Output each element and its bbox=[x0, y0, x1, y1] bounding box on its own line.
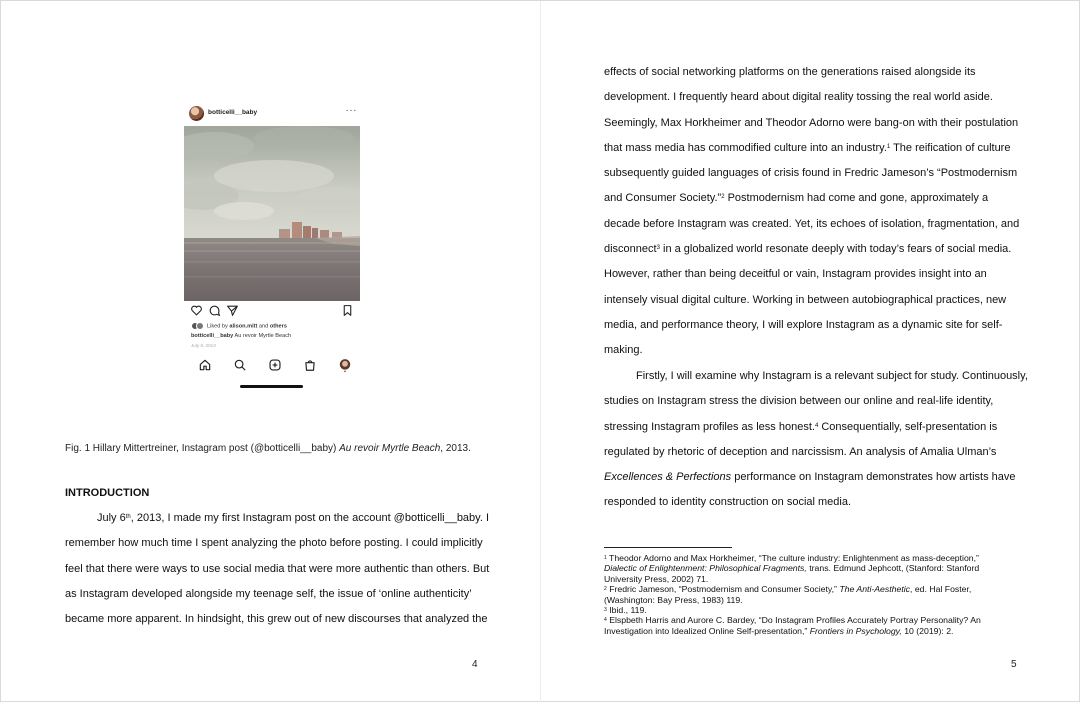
section-heading: INTRODUCTION bbox=[65, 487, 150, 499]
paragraph-line: Seemingly, Max Horkheimer and Theodor Adorno were bang-on with their postulation bbox=[604, 116, 1019, 129]
paragraph-line bbox=[604, 415, 1016, 440]
paragraph-line: effects of social networking platforms on the generations raised alongside its bbox=[604, 66, 976, 78]
page-gutter bbox=[540, 1, 541, 702]
paragraph-line: responded to identity construction on social media. bbox=[604, 496, 852, 509]
paragraph-line bbox=[604, 237, 1016, 262]
paragraph-line: making. bbox=[604, 344, 643, 357]
right-page-paragraph-2 bbox=[604, 364, 1028, 516]
heart-icon[interactable] bbox=[190, 304, 203, 317]
page-number-right: 5 bbox=[1011, 659, 1017, 670]
footnote-number: 2 bbox=[604, 586, 607, 593]
liked-by-mid: and bbox=[257, 323, 270, 330]
text-segment: University Press, 2002) 71. bbox=[604, 573, 709, 584]
footnotes bbox=[604, 553, 1016, 636]
instagram-bottom-nav bbox=[184, 356, 360, 374]
text-segment: and Consumer Society.” bbox=[604, 192, 722, 205]
text-segment: (Washington: Bay Press, 1983) 119. bbox=[604, 594, 743, 605]
footnote-4 bbox=[604, 615, 1016, 636]
text-segment: Dialectic of Enlightenment: Philosophical Fragments, bbox=[604, 563, 807, 574]
post-date: July 6, 2013 bbox=[191, 343, 216, 348]
text-segment: , 2013, I made my first Instagram post on the account @botticelli__baby. I bbox=[130, 512, 490, 524]
home-indicator-bar bbox=[240, 385, 303, 388]
text-segment: Theodor Adorno and Max Horkheimer, “The culture industry: Enlightenment as mass-deception,” bbox=[606, 553, 979, 563]
text-segment: July 6 bbox=[97, 512, 126, 524]
instagram-post-header bbox=[184, 105, 360, 123]
text-segment: stressing Instagram profiles as less honest. bbox=[604, 420, 815, 433]
footnote-3 bbox=[604, 605, 1016, 615]
page-number-left: 4 bbox=[472, 659, 478, 670]
paragraph-line: However, rather than being deceitful or vain, Instagram provides insight into an bbox=[604, 268, 987, 281]
paragraph-line bbox=[604, 186, 1016, 211]
bookmark-icon[interactable] bbox=[341, 304, 354, 317]
home-icon[interactable] bbox=[198, 358, 212, 372]
liked-by-user[interactable]: alison.mitt bbox=[229, 323, 258, 330]
text-segment: 10 (2019): 2. bbox=[901, 625, 954, 636]
left-page-body bbox=[65, 506, 490, 632]
share-icon[interactable] bbox=[226, 304, 239, 317]
text-segment: Consequentially, self-presentation is bbox=[818, 420, 998, 433]
avatar bbox=[189, 106, 204, 121]
paragraph-line: studies on Instagram stress the division between our online and real-life identity, bbox=[604, 395, 994, 408]
text-segment: trans. Edmund Jephcott, (Stanford: Stanford bbox=[806, 563, 980, 574]
liked-by-others[interactable]: others bbox=[269, 323, 287, 330]
footnote-number: 1 bbox=[604, 555, 607, 561]
text-segment: Frontiers in Psychology, bbox=[809, 625, 902, 636]
comment-icon[interactable] bbox=[208, 304, 221, 317]
footnote-ref[interactable]: 2 bbox=[721, 194, 725, 201]
instagram-username: botticelli__baby bbox=[208, 109, 258, 116]
text-segment: disconnect bbox=[604, 243, 657, 256]
post-caption bbox=[191, 333, 291, 339]
text-segment: Postmodernism had come and gone, approximately a bbox=[724, 192, 989, 205]
paragraph-line: decade before Instagram was created. Yet, its echoes of isolation, fragmentation, and bbox=[604, 217, 1020, 230]
shop-icon[interactable] bbox=[303, 358, 317, 372]
footnote-ref[interactable]: 4 bbox=[814, 422, 819, 429]
paragraph-line: Firstly, I will examine why Instagram is a relevant subject for study. Continuously, bbox=[636, 370, 1028, 382]
superscript: th bbox=[125, 514, 131, 520]
instagram-action-bar bbox=[190, 304, 354, 318]
paragraph-line: subsequently guided languages of crisis found in Fredric Jameson’s “Postmodernism bbox=[604, 167, 1018, 180]
paragraph-line: intensely visual digital culture. Working in between autobiographical practices, new bbox=[604, 293, 1007, 306]
paragraph-line: feel that there were ways to use social media that were more authentic than others. But bbox=[65, 562, 490, 575]
footnote-ref[interactable]: 3 bbox=[656, 245, 660, 252]
paragraph-line: regulated by rhetoric of deception and narcissism. An analysis of Amalia Ulman’s bbox=[604, 445, 997, 458]
paragraph-line: development. I frequently heard about digital reality tossing the real world aside. bbox=[604, 91, 993, 104]
text-segment: The reification of culture bbox=[890, 141, 1011, 154]
search-icon[interactable] bbox=[233, 358, 247, 372]
footnote-number: 3 bbox=[604, 607, 607, 614]
caption-username[interactable]: botticelli__baby bbox=[191, 333, 234, 339]
instagram-post-figure bbox=[181, 101, 363, 393]
paragraph-line bbox=[604, 465, 1016, 490]
paragraph-line: remember how much time I spent analyzing the photo before posting. I could implicitly bbox=[65, 537, 483, 550]
text-segment: The Anti-Aesthetic bbox=[839, 584, 911, 595]
more-options-icon: ··· bbox=[345, 105, 357, 116]
paragraph-line: as Instagram developed alongside my teenage self, the issue of ‘online authenticity’ bbox=[65, 587, 472, 600]
paragraph-line: media, and performance theory, I will explore Instagram as a dynamic site for self- bbox=[604, 318, 1003, 331]
paragraph-line: became more apparent. In hindsight, this grew out of new discourses that analyzed the bbox=[65, 613, 488, 626]
new-post-icon[interactable] bbox=[268, 358, 282, 372]
figure-caption-title: Au revoir Myrtle Beach bbox=[339, 443, 441, 454]
liked-by-avatars bbox=[191, 322, 205, 330]
text-segment: that mass media has commodified culture into an industry. bbox=[604, 141, 887, 154]
right-page-paragraph-1 bbox=[604, 60, 1020, 364]
footnote-2 bbox=[604, 584, 1016, 605]
text-segment: Investigation into Idealized Online Self-presentation,” bbox=[604, 625, 810, 636]
text-segment: in a globalized world resonate deeply with today’s fears of social media. bbox=[659, 243, 1012, 256]
figure-caption-suffix: , 2013. bbox=[440, 443, 471, 454]
footnote-1 bbox=[604, 553, 1016, 584]
text-segment: Ibid., 119. bbox=[606, 605, 647, 616]
profile-avatar-icon[interactable] bbox=[338, 358, 352, 372]
liked-by-text bbox=[191, 322, 287, 330]
beach-photo-image bbox=[184, 126, 360, 301]
beach-photo bbox=[184, 126, 360, 301]
caption-text: Au revoir Myrtle Beach bbox=[233, 333, 292, 339]
text-segment: , ed. Hal Foster, bbox=[910, 584, 972, 595]
paragraph-line bbox=[65, 506, 490, 531]
artwork-title: Excellences & Perfections bbox=[604, 471, 732, 484]
footnote-ref[interactable]: 1 bbox=[886, 143, 891, 150]
footnote-divider bbox=[604, 547, 732, 548]
figure-caption-prefix: Fig. 1 Hillary Mittertreiner, Instagram post (@botticelli__baby) bbox=[65, 443, 340, 454]
footnote-number: 4 bbox=[604, 617, 607, 624]
text-segment: Elspbeth Harris and Aurore C. Bardey, “Do Instagram Profiles Accurately Portray Personality? An bbox=[606, 615, 981, 626]
paragraph-line bbox=[604, 136, 1016, 161]
text-segment: performance on Instagram demonstrates how artists have bbox=[731, 471, 1016, 484]
figure-caption bbox=[65, 443, 471, 454]
liked-by-prefix: Liked by bbox=[207, 323, 230, 330]
text-segment: Fredric Jameson, “Postmodernism and Consumer Society,” bbox=[606, 584, 840, 595]
